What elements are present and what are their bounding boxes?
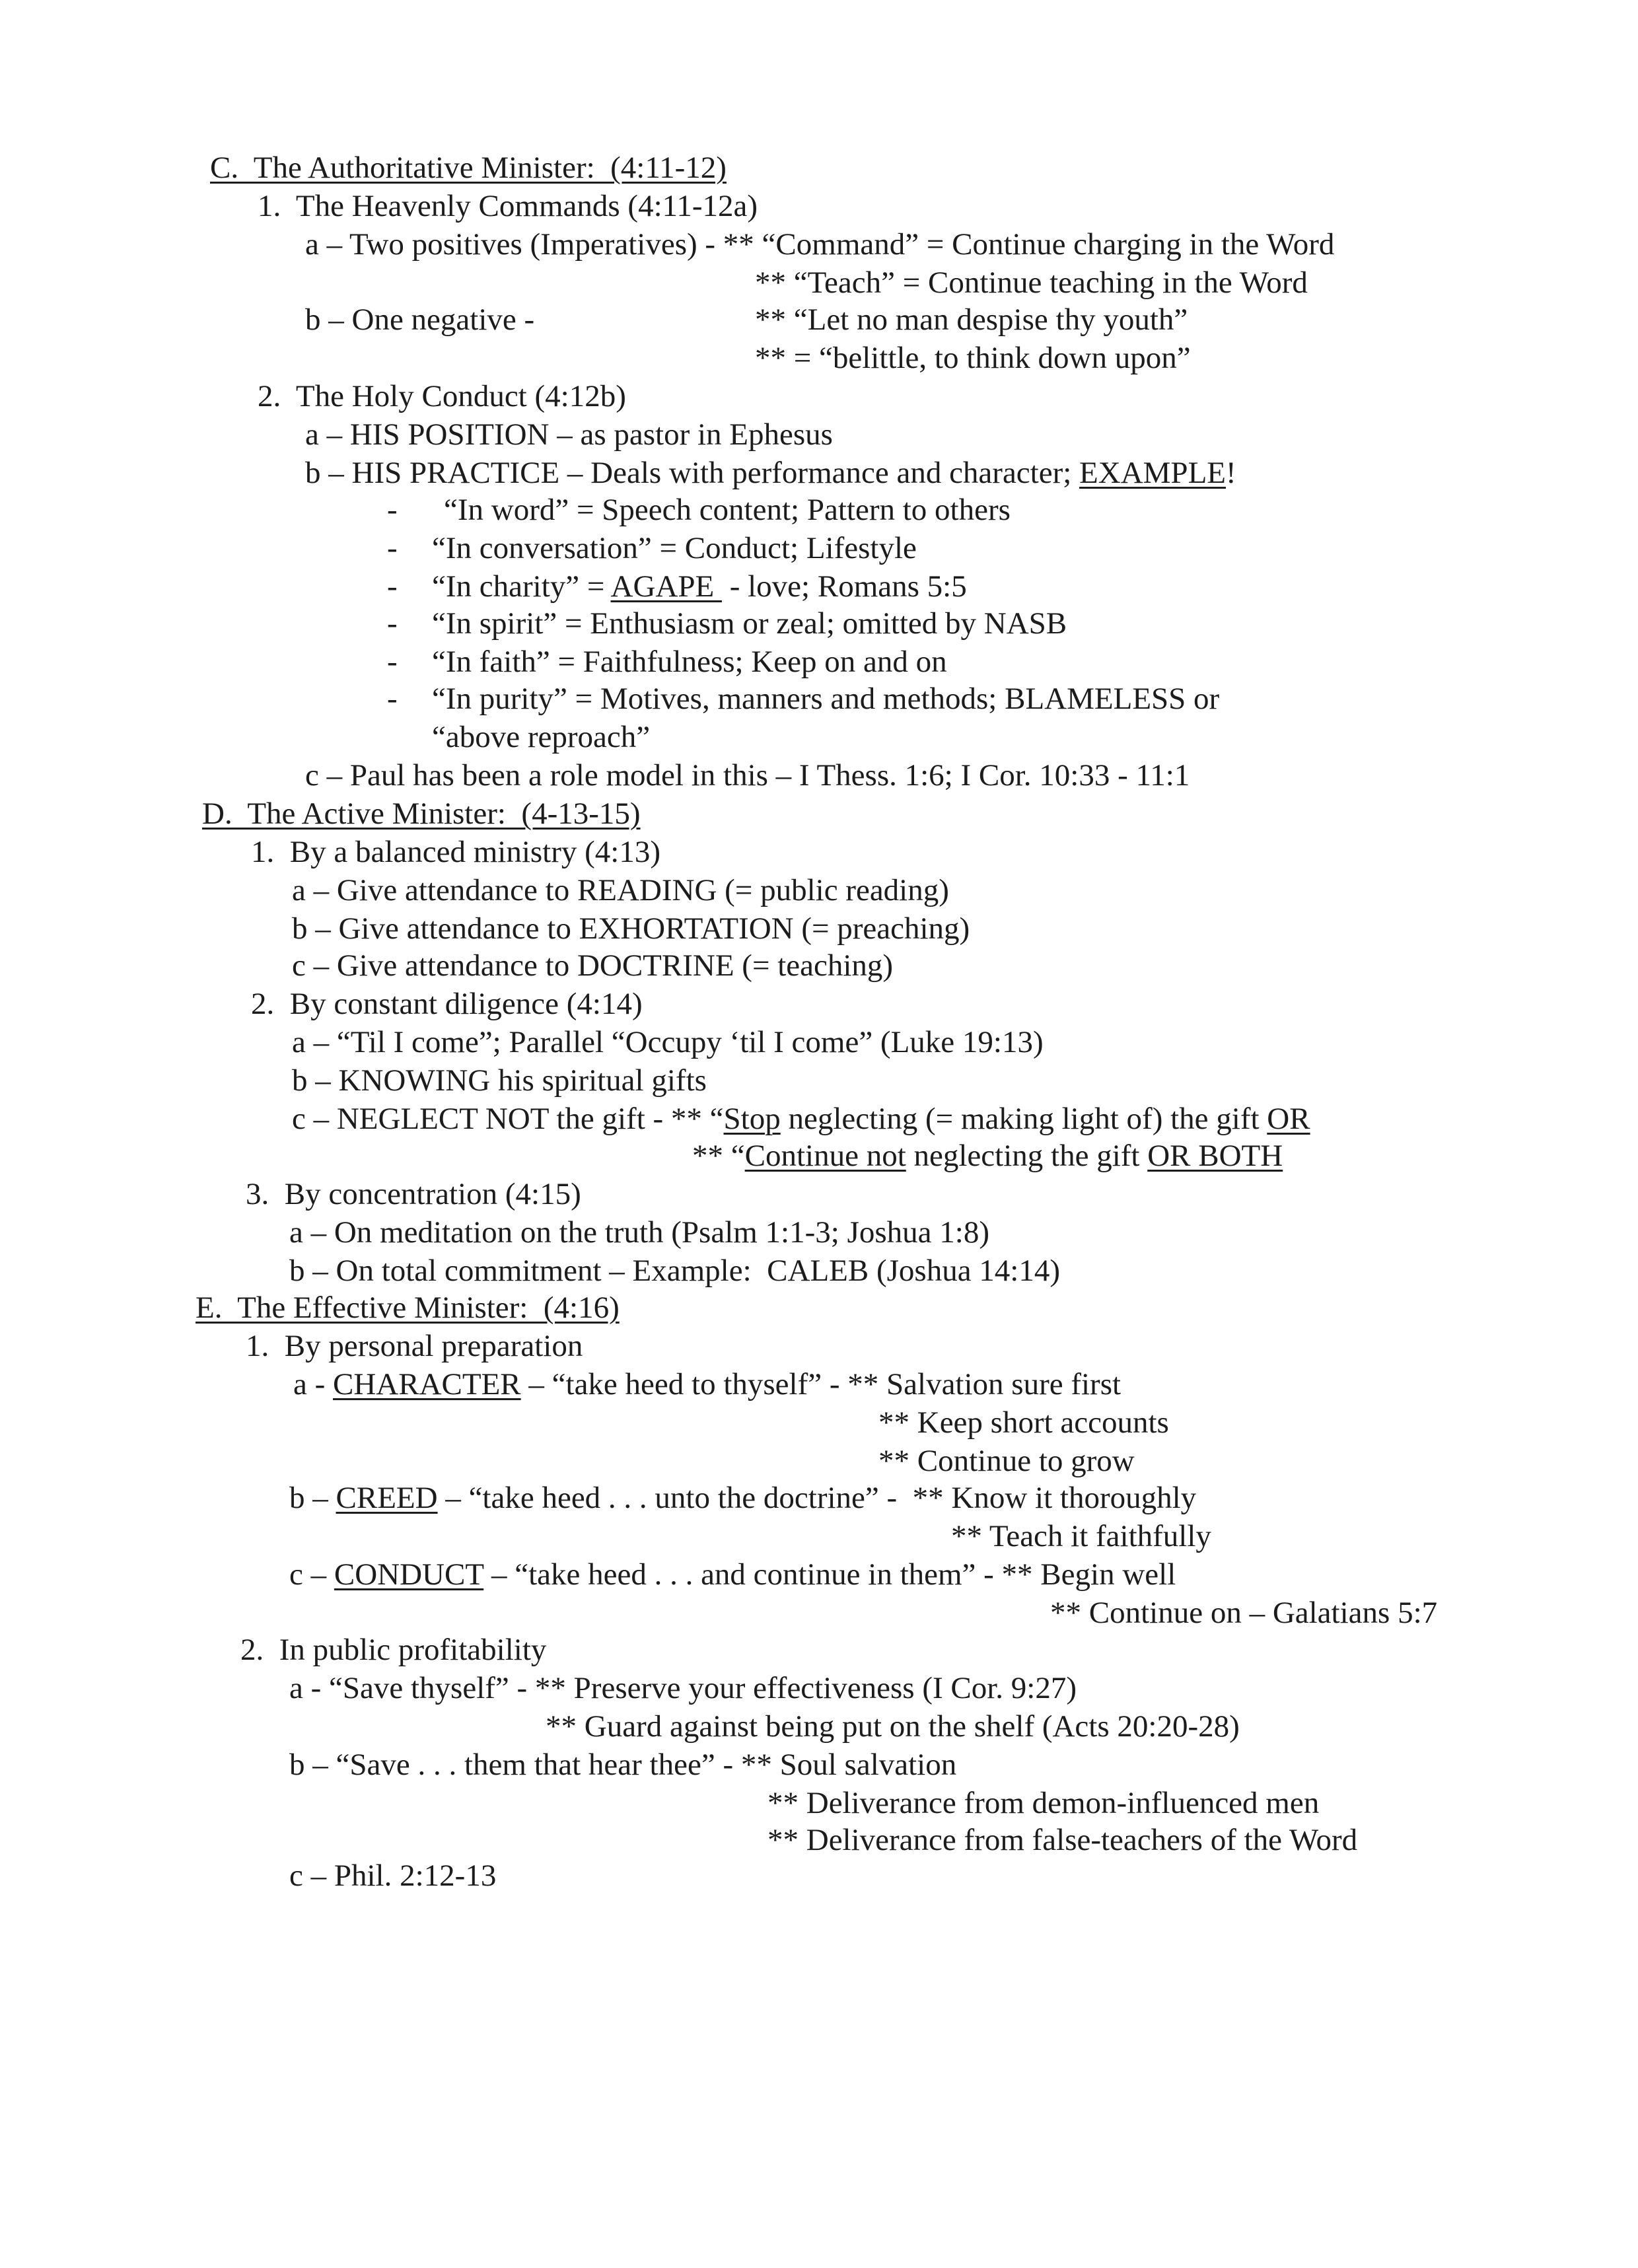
section-d-2-c-text: c – NEGLECT NOT the gift - ** “ (292, 1102, 724, 1136)
section-d-2-c-cont (692, 1137, 1283, 1174)
bullet-in-charity-rest: - love; Romans 5:5 (721, 569, 967, 604)
character-underlined: CHARACTER (333, 1367, 521, 1401)
section-e-1-c-prefix: c – (289, 1557, 334, 1592)
section-c-1-a: a – Two positives (Imperatives) - ** “Command” = Continue charging in the Word (305, 227, 1335, 262)
section-e-2-c: c – Phil. 2:12-13 (289, 1859, 497, 1893)
section-d-2-c-cont-prefix: ** “ (692, 1139, 745, 1173)
section-d-heading: D. The Active Minister: (4-13-15) (202, 797, 641, 831)
section-d-3-b: b – On total commitment – Example: CALEB (Joshua 14:14) (289, 1254, 1061, 1288)
bullet-dash: - (387, 569, 398, 604)
section-e-1-a-rest: – “take heed to thyself” - ** Salvation sure first (520, 1367, 1122, 1401)
bullet-in-purity-cont: “above reproach” (432, 720, 651, 754)
section-e-1-c (289, 1556, 1176, 1593)
bullet-dash: - (387, 493, 398, 527)
section-e-1-title: 1. By personal preparation (246, 1329, 583, 1363)
section-d-2-c-mid: neglecting (= making light of) the gift (780, 1102, 1267, 1136)
section-e-2-b: b – “Save . . . them that hear thee” - ** Soul salvation (289, 1748, 957, 1782)
section-e-1-b-note-2: ** Teach it faithfully (951, 1519, 1211, 1553)
section-c-2-c: c – Paul has been a role model in this – I Thess. 1:6; I Cor. 10:33 - 11:1 (305, 758, 1190, 793)
section-e-2-a-note-2: ** Guard against being put on the shelf (Acts 20:20-28) (546, 1709, 1240, 1744)
section-c-1-b-note-1: ** “Let no man despise thy youth” (755, 302, 1188, 337)
bullet-in-word: “In word” = Speech content; Pattern to others (444, 493, 1011, 527)
section-e-1-b-rest: – “take heed . . . unto the doctrine” - ** Know it thoroughly (437, 1481, 1197, 1515)
section-e-2-b-note-2: ** Deliverance from demon-influenced men (767, 1786, 1320, 1820)
section-c-1-b: b – One negative - (305, 302, 535, 337)
section-e-1-a-note-3: ** Continue to grow (878, 1444, 1135, 1478)
bullet-in-spirit: “In spirit” = Enthusiasm or zeal; omitted by NASB (432, 606, 1067, 641)
section-c-heading: C. The Authoritative Minister: (4:11-12) (210, 151, 727, 185)
exclamation: ! (1226, 456, 1236, 490)
section-e-1-a-prefix: a - (293, 1367, 334, 1401)
example-underlined: EXAMPLE (1079, 456, 1226, 490)
or-underlined: OR (1267, 1102, 1310, 1136)
bullet-in-purity: “In purity” = Motives, manners and methods; BLAMELESS or (432, 682, 1220, 716)
section-c-2-b-text: b – HIS PRACTICE – Deals with performance and character; (305, 456, 1080, 490)
section-d-1-c: c – Give attendance to DOCTRINE (= teaching) (292, 948, 894, 983)
section-d-3-a: a – On meditation on the truth (Psalm 1:1-3; Joshua 1:8) (289, 1215, 989, 1250)
stop-underlined: Stop (723, 1102, 781, 1136)
section-d-1-a: a – Give attendance to READING (= public reading) (292, 873, 949, 907)
bullet-in-charity (432, 568, 967, 605)
section-e-1-a (293, 1366, 1121, 1403)
section-e-1-b (289, 1479, 1196, 1516)
section-c-2-a: a – HIS POSITION – as pastor in Ephesus (305, 417, 833, 452)
bullet-dash: - (387, 645, 398, 679)
section-d-2-title: 2. By constant diligence (4:14) (251, 987, 643, 1021)
continue-not-underlined: Continue not (744, 1139, 906, 1173)
section-e-1-c-rest: – “take heed . . . and continue in them” - ** Begin well (483, 1557, 1176, 1592)
section-e-heading: E. The Effective Minister: (4:16) (196, 1291, 620, 1325)
section-c-1-title: 1. The Heavenly Commands (4:11-12a) (258, 189, 758, 223)
section-c-2-title: 2. The Holy Conduct (4:12b) (258, 379, 626, 413)
section-d-2-c-cont-mid: neglecting the gift (906, 1139, 1148, 1173)
creed-underlined: CREED (336, 1481, 438, 1515)
section-d-1-b: b – Give attendance to EXHORTATION (= preaching) (292, 911, 970, 946)
conduct-underlined: CONDUCT (334, 1557, 484, 1592)
bullet-dash: - (387, 531, 398, 565)
bullet-in-charity-text: “In charity” = (432, 569, 611, 604)
section-e-1-c-note-2: ** Continue on – Galatians 5:7 (1050, 1596, 1438, 1630)
section-e-2-title: 2. In public profitability (240, 1633, 547, 1667)
bullet-dash: - (387, 682, 398, 716)
section-e-1-b-prefix: b – (289, 1481, 336, 1515)
section-c-1-b-note-2: ** = “belittle, to think down upon” (755, 341, 1191, 375)
section-d-2-c (292, 1100, 1310, 1137)
bullet-in-faith: “In faith” = Faithfulness; Keep on and on (432, 645, 947, 679)
section-d-2-a: a – “Til I come”; Parallel “Occupy ‘til I come” (Luke 19:13) (292, 1025, 1044, 1059)
section-e-2-a: a - “Save thyself” - ** Preserve your effectiveness (I Cor. 9:27) (289, 1671, 1077, 1705)
section-e-2-b-note-3: ** Deliverance from false-teachers of the Word (767, 1823, 1358, 1857)
agape-underlined: AGAPE (610, 569, 722, 604)
section-d-1-title: 1. By a balanced ministry (4:13) (251, 835, 660, 869)
bullet-dash: - (387, 606, 398, 641)
section-d-3-title: 3. By concentration (4:15) (246, 1177, 581, 1211)
or-both-underlined: OR BOTH (1147, 1139, 1283, 1173)
section-c-2-b (305, 454, 1236, 491)
bullet-in-conversation: “In conversation” = Conduct; Lifestyle (432, 531, 917, 565)
section-c-1-a-cont: ** “Teach” = Continue teaching in the Word (755, 266, 1308, 300)
section-e-1-a-note-2: ** Keep short accounts (878, 1405, 1169, 1440)
section-d-2-b: b – KNOWING his spiritual gifts (292, 1063, 707, 1098)
